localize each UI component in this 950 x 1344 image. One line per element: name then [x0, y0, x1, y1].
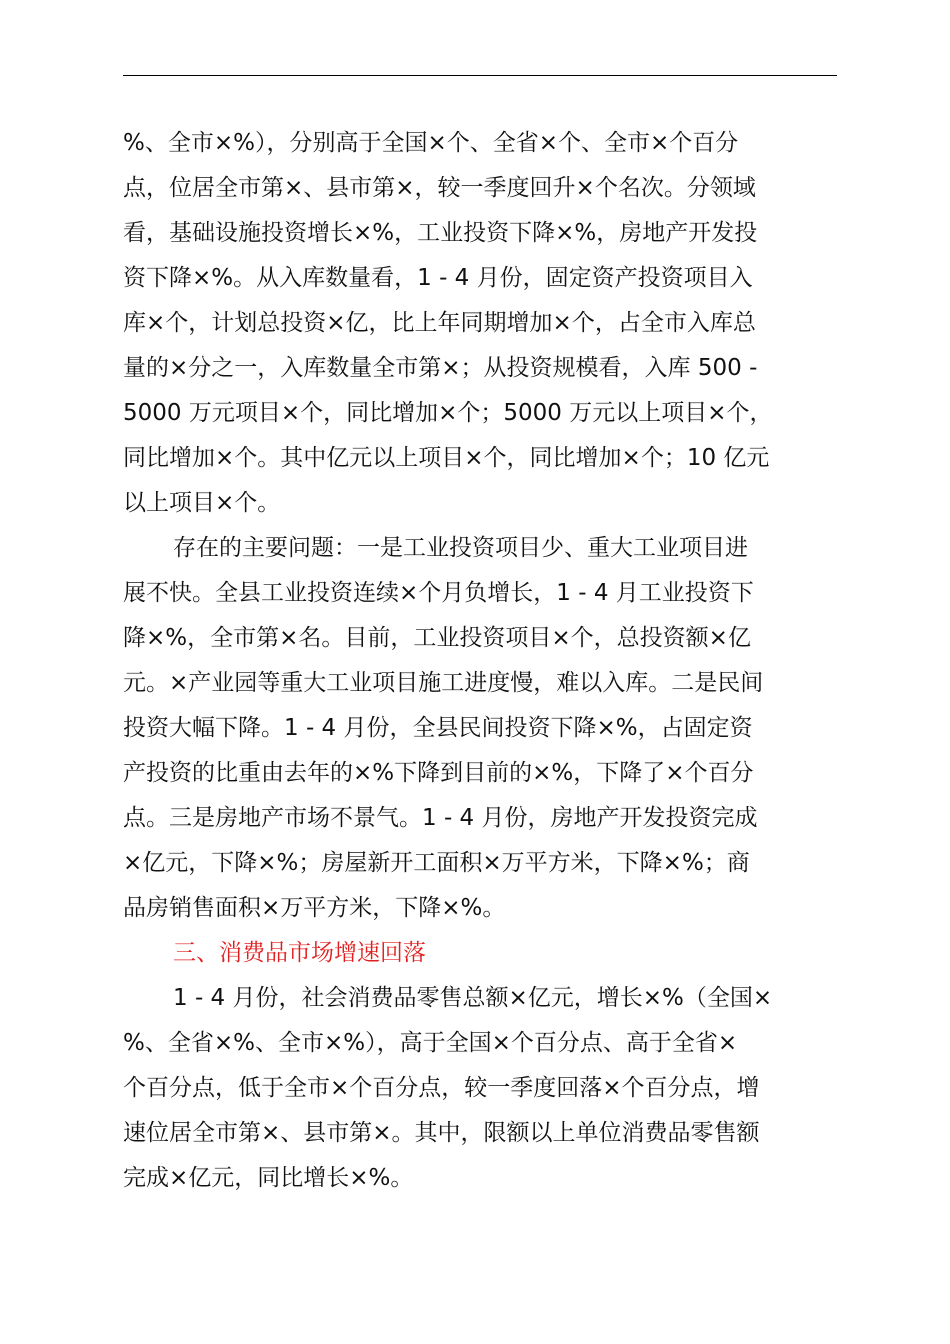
text-line: 点，位居全市第×、县市第×，较一季度回升×个名次。分领域: [123, 175, 756, 201]
text-line: 存在的主要问题：一是工业投资项目少、重大工业项目进: [173, 535, 748, 561]
text-line: 完成×亿元，同比增长×%。: [123, 1165, 414, 1191]
text-line: %、全市×%），分别高于全国×个、全省×个、全市×个百分: [123, 130, 739, 156]
text-line: ×亿元，下降×%；房屋新开工面积×万平方米，下降×%；商: [123, 850, 750, 876]
text-line: 5000 万元项目×个，同比增加×个；5000 万元以上项目×个，: [123, 400, 773, 426]
text-line: 产投资的比重由去年的×%下降到目前的×%，下降了×个百分: [123, 760, 754, 786]
text-line: 展不快。全县工业投资连续×个月负增长，1 - 4 月工业投资下: [123, 580, 754, 606]
text-line: 量的×分之一，入库数量全市第×；从投资规模看，入库 500 -: [123, 355, 758, 381]
text-line: 品房销售面积×万平方米，下降×%。: [123, 895, 506, 921]
paragraph-investment-overview: [123, 121, 837, 526]
text-line: 看，基础设施投资增长×%，工业投资下降×%，房地产开发投: [123, 220, 758, 246]
text-line: 元。×产业园等重大工业项目施工进度慢，难以入库。二是民间: [123, 670, 764, 696]
section-heading: 三、消费品市场增速回落: [173, 940, 426, 966]
paragraph-main-problems: [123, 526, 837, 931]
text-line: 个百分点，低于全市×个百分点，较一季度回落×个百分点，增: [123, 1075, 760, 1101]
header-rule: [123, 75, 837, 76]
document-body: [123, 121, 837, 1201]
text-line: 资下降×%。从入库数量看，1 - 4 月份，固定资产投资项目入: [123, 265, 753, 291]
text-line: 速位居全市第×、县市第×。其中，限额以上单位消费品零售额: [123, 1120, 760, 1146]
text-line: 降×%，全市第×名。目前，工业投资项目×个，总投资额×亿: [123, 625, 751, 651]
paragraph-consumer-market: [123, 976, 837, 1201]
text-line: 以上项目×个。: [123, 490, 281, 516]
text-line: 库×个，计划总投资×亿，比上年同期增加×个，占全市入库总: [123, 310, 756, 336]
text-line: %、全省×%、全市×%），高于全国×个百分点、高于全省×: [123, 1030, 738, 1056]
text-line: 投资大幅下降。1 - 4 月份，全县民间投资下降×%，占固定资: [123, 715, 753, 741]
text-line: 点。三是房地产市场不景气。1 - 4 月份，房地产开发投资完成: [123, 805, 758, 831]
text-line: 1 - 4 月份，社会消费品零售总额×亿元，增长×%（全国×: [173, 985, 773, 1011]
text-line: 同比增加×个。其中亿元以上项目×个，同比增加×个；10 亿元: [123, 445, 770, 471]
